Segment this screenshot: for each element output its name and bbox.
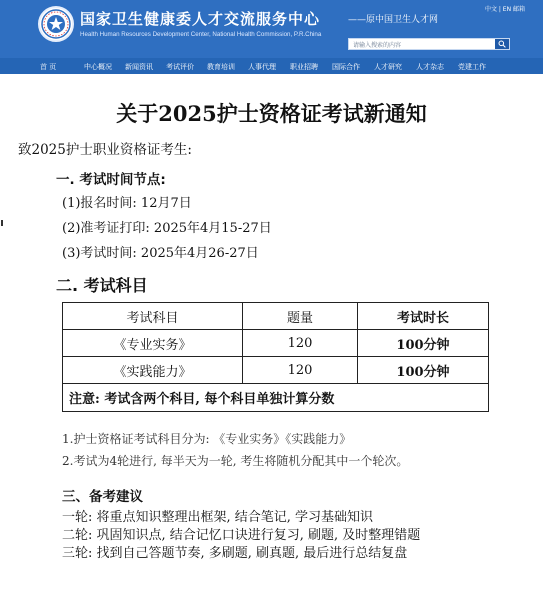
table-note: 注意: 考试含两个科目, 每个科目单独计算分数 xyxy=(63,384,489,412)
table-cell: 《实践能力》 xyxy=(63,357,243,384)
study-round: 二轮: 巩固知识点, 结合记忆口诀进行复习, 刷题, 及时整理错题 xyxy=(62,528,421,543)
search-icon xyxy=(498,40,506,48)
logo-emblem-icon xyxy=(40,8,72,40)
nav-item-about[interactable]: 中心概况 xyxy=(84,63,112,71)
site-name: ——原中国卫生人才网 xyxy=(348,15,439,25)
section-2-heading: 二. 考试科目 xyxy=(56,276,148,295)
subject-note: 2.考试为4轮进行, 每半天为一轮, 考生将随机分配其中一个轮次。 xyxy=(62,454,409,468)
search-button[interactable] xyxy=(495,39,509,49)
section-3-heading: 三、备考建议 xyxy=(62,489,143,505)
table-header: 考试时长 xyxy=(358,303,489,330)
nav-item-research[interactable]: 人才研究 xyxy=(374,63,402,71)
table-cell: 120 xyxy=(243,330,358,357)
table-row xyxy=(63,330,489,357)
nav-item-magazine[interactable]: 人才杂志 xyxy=(416,63,444,71)
org-logo[interactable] xyxy=(38,6,74,42)
article-greeting: 致2025护士职业资格证考生: xyxy=(18,142,192,158)
section-1-heading: 一. 考试时间节点: xyxy=(56,172,166,188)
study-round: 一轮: 将重点知识整理出框架, 结合笔记, 学习基础知识 xyxy=(62,510,374,525)
schedule-item: (2)准考证打印: 2025年4月15-27日 xyxy=(62,221,272,236)
subject-note: 1.护士资格证考试科目分为: 《专业实务》《实践能力》 xyxy=(62,432,352,446)
nav-item-home[interactable]: 首 页 xyxy=(40,63,57,71)
table-cell: 100分钟 xyxy=(358,357,489,384)
table-cell: 《专业实务》 xyxy=(63,330,243,357)
schedule-item: (3)考试时间: 2025年4月26-27日 xyxy=(62,246,259,261)
nav-item-training[interactable]: 教育培训 xyxy=(207,63,235,71)
study-round: 三轮: 找到自己答题节奏, 多刷题, 刷真题, 最后进行总结复盘 xyxy=(62,546,408,561)
search-placeholder: 请输入搜索的内容 xyxy=(353,42,402,49)
table-header: 题量 xyxy=(243,303,358,330)
nav-item-news[interactable]: 新闻资讯 xyxy=(125,63,153,71)
article-content xyxy=(0,74,543,596)
subjects-table xyxy=(62,302,489,412)
nav-item-exams[interactable]: 考试评价 xyxy=(166,63,194,71)
org-subtitle: Health Human Resources Development Center, National Health Commission, P.R.China xyxy=(80,31,322,38)
org-title: 国家卫生健康委人才交流服务中心 xyxy=(80,10,321,28)
site-header xyxy=(0,0,543,58)
table-header-row xyxy=(63,303,489,330)
nav-item-intl[interactable]: 国际合作 xyxy=(332,63,360,71)
schedule-item: (1)报名时间: 12月7日 xyxy=(62,196,192,211)
table-cell: 100分钟 xyxy=(358,330,489,357)
nav-item-jobs[interactable]: 职业招聘 xyxy=(290,63,318,71)
language-links[interactable]: 中文 | EN 邮箱 xyxy=(484,6,525,13)
table-cell: 120 xyxy=(243,357,358,384)
table-note-row xyxy=(63,384,489,412)
table-row xyxy=(63,357,489,384)
table-header: 考试科目 xyxy=(63,303,243,330)
main-nav xyxy=(0,58,543,74)
nav-item-personnel[interactable]: 人事代理 xyxy=(248,63,276,71)
article-title: 关于2025护士资格证考试新通知 xyxy=(116,101,427,126)
nav-item-party[interactable]: 党建工作 xyxy=(458,63,486,71)
search-input[interactable] xyxy=(348,38,510,50)
